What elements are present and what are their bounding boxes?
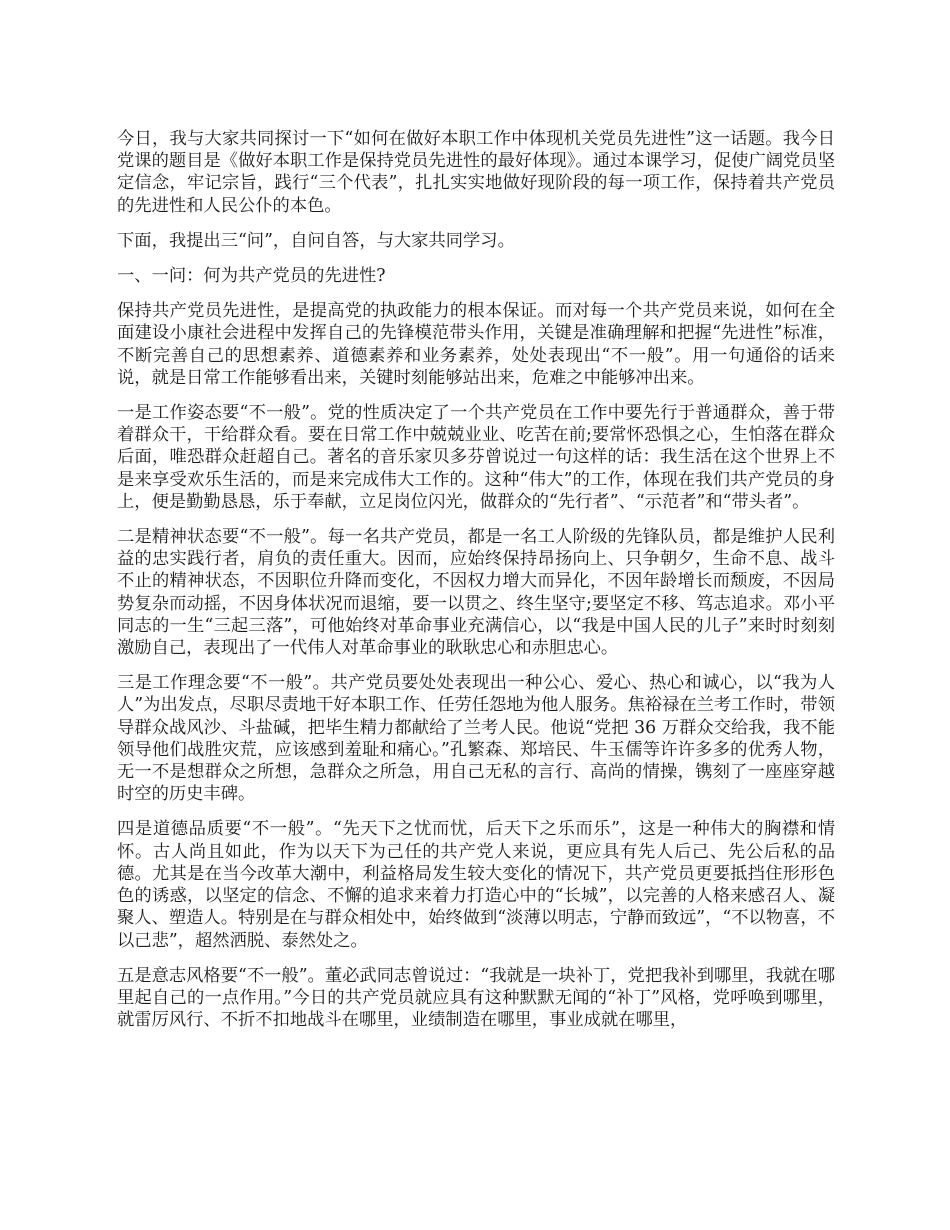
paragraph-intro: 今日，我与大家共同探讨一下“如何在做好本职工作中体现机关党员先进性”这一话题。我今日党课的题目是《做好本职工作是保持党员先进性的最好体现》。通过本课学习，促使广阔党员坚定信念，牢记宗旨，践行“三个代表”，扎扎实实地做好现阶段的每一项工作，保持着共产党员的先进性和人民公仆的本色。 (117, 129, 835, 216)
paragraph-spirit-state: 二是精神状态要“不一般”。每一名共产党员，都是一名工人阶级的先锋队员，都是维护人民利益的忠实践行者，肩负的责任重大。因而，应始终保持昂扬向上、只争朝夕，生命不息、战斗不止的精神状态，不因职位升降而变化，不因权力增大而异化，不因年龄增长而颓废，不因局势复杂而动摇，不因身体状况而退缩，要一以贯之、终生坚守;要坚定不移、笃志追求。邓小平同志的一生“三起三落”，可他始终对革命事业充满信心，以“我是中国人民的儿子”来时时刻刻激励自己，表现出了一代伟人对革命事业的耿耿忠心和赤胆忠心。 (117, 527, 835, 659)
paragraph-work-philosophy: 三是工作理念要“不一般”。共产党员要处处表现出一种公心、爱心、热心和诚心，以“我为人人”为出发点，尽职尽责地干好本职工作、任劳任怨地为他人服务。焦裕禄在兰考工作时，带领导群众战风沙、斗盐碱，把毕生精力都献给了兰考人民。他说“党把 36 万群众交给我，我不能领导他们战胜灾荒，应该感到羞耻和痛心。”孔繁森、郑培民、牛玉儒等许许多多的优秀人物，无一不是想群众之所想，急群众之所急，用自己无私的言行、高尚的情操，镌刻了一座座穿越时空的历史丰碑。 (117, 673, 835, 805)
paragraph-work-attitude: 一是工作姿态要“不一般”。党的性质决定了一个共产党员在工作中要先行于普通群众，善于带着群众干，干给群众看。要在日常工作中兢兢业业、吃苦在前;要常怀恐惧之心，生怕落在群众后面，唯恐群众赶超自己。著名的音乐家贝多芬曾说过一句这样的话：我生活在这个世界上不是来享受欢乐生活的，而是来完成伟大工作的。这种“伟大”的工作，体现在我们共产党员的身上，便是勤勤恳恳，乐于奉献，立足岗位闪光，做群众的“先行者”、“示范者”和“带头者”。 (117, 403, 835, 512)
section-heading-first-question: 一、一问：何为共产党员的先进性? (117, 266, 386, 287)
paragraph-three-questions: 下面，我提出三“问”，自问自答，与大家共同学习。 (117, 230, 515, 251)
paragraph-will-style: 五是意志风格要“不一般”。董必武同志曾说过：“我就是一块补丁，党把我补到哪里，我就在哪里起自己的一点作用。”今日的共产党员就应具有这种默默无闻的“补丁”风格，党呼唤到哪里，就雷厉风行、不折不扣地战斗在哪里，业绩制造在哪里，事业成就在哪里， (117, 965, 835, 1031)
paragraph-advancement: 保持共产党员先进性，是提高党的执政能力的根本保证。而对每一个共产党员来说，如何在全面建设小康社会进程中发挥自己的先锋模范带头作用，关键是准确理解和把握“先进性”标准，不断完善自己的思想素养、道德素养和业务素养，处处表现出“不一般”。用一句通俗的话来说，就是日常工作能够看出来，关键时刻能够站出来，危难之中能够冲出来。 (117, 301, 835, 388)
document-body (117, 128, 835, 1044)
paragraph-moral-quality: 四是道德品质要“不一般”。“先天下之忧而忧，后天下之乐而乐”，这是一种伟大的胸襟和情怀。古人尚且如此，作为以天下为己任的共产党人来说，更应具有先人后己、先公后私的品德。尤其是在当今改革大潮中，利益格局发生较大变化的情况下，共产党员更要抵挡住形形色色的诱惑，以坚定的信念、不懈的追求来着力打造心中的“长城”，以完善的人格来感召人、凝聚人、塑造人。特别是在与群众相处中，始终做到“淡薄以明志，宁静而致远”，“不以物喜，不以己悲”，超然洒脱、泰然处之。 (117, 819, 835, 951)
